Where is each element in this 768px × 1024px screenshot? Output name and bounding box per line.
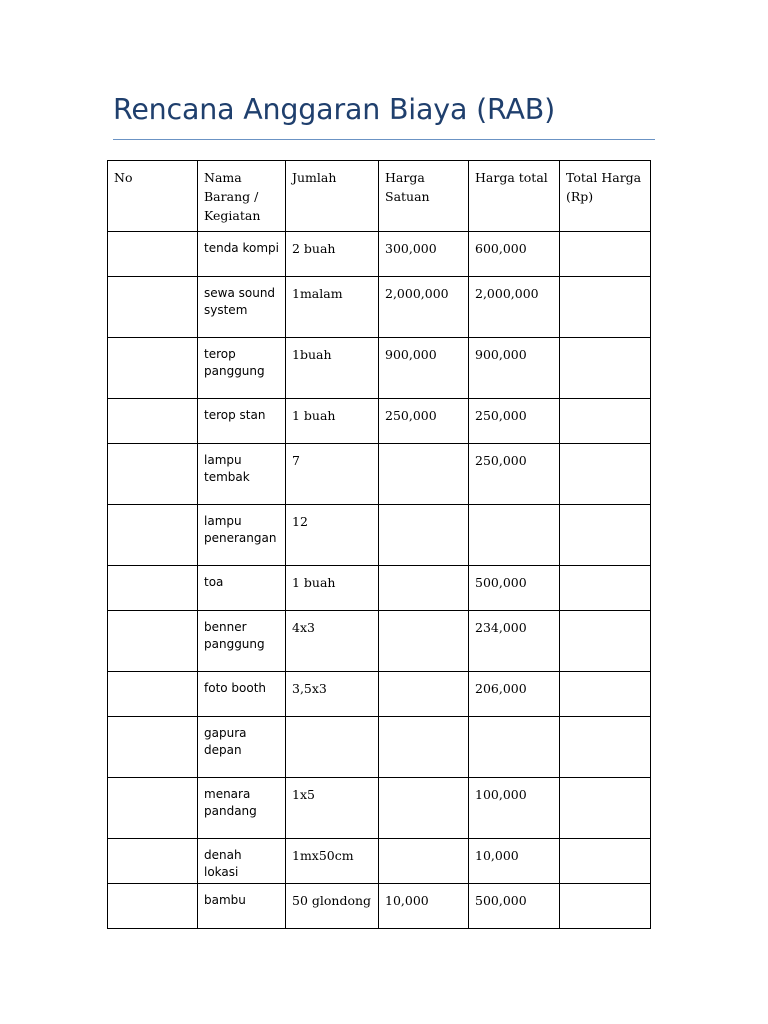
title-underline: [113, 139, 655, 140]
cell-nama-barang: sewa sound system: [198, 277, 286, 338]
header-nama-barang: Nama Barang / Kegiatan: [198, 161, 286, 232]
table-row: [108, 611, 651, 672]
cell-no: [108, 399, 198, 444]
cell-no: [108, 444, 198, 505]
cell-harga-total: [469, 505, 560, 566]
cell-no: [108, 277, 198, 338]
cell-jumlah: [286, 717, 379, 778]
cell-harga-satuan: 2,000,000: [379, 277, 469, 338]
header-total-harga: Total Harga (Rp): [560, 161, 651, 232]
cell-harga-total: 500,000: [469, 566, 560, 611]
cell-jumlah: 50 glondong: [286, 884, 379, 929]
budget-table-body: [108, 161, 651, 929]
cell-jumlah: 1 buah: [286, 566, 379, 611]
cell-harga-satuan: [379, 566, 469, 611]
cell-nama-barang: toa: [198, 566, 286, 611]
cell-no: [108, 672, 198, 717]
cell-harga-satuan: [379, 611, 469, 672]
cell-total-harga: [560, 399, 651, 444]
cell-total-harga: [560, 566, 651, 611]
header-jumlah: Jumlah: [286, 161, 379, 232]
cell-harga-satuan: [379, 505, 469, 566]
cell-no: [108, 717, 198, 778]
cell-no: [108, 611, 198, 672]
cell-harga-satuan: [379, 717, 469, 778]
cell-jumlah: 1x5: [286, 778, 379, 839]
cell-harga-satuan: [379, 672, 469, 717]
cell-harga-satuan: 250,000: [379, 399, 469, 444]
document-title: Rencana Anggaran Biaya (RAB): [113, 93, 556, 126]
cell-total-harga: [560, 444, 651, 505]
cell-harga-satuan: 10,000: [379, 884, 469, 929]
cell-nama-barang: benner panggung: [198, 611, 286, 672]
cell-harga-total: 100,000: [469, 778, 560, 839]
cell-total-harga: [560, 232, 651, 277]
cell-jumlah: 1buah: [286, 338, 379, 399]
cell-harga-satuan: 300,000: [379, 232, 469, 277]
header-harga-total: Harga total: [469, 161, 560, 232]
cell-jumlah: 12: [286, 505, 379, 566]
table-row: [108, 232, 651, 277]
cell-jumlah: 3,5x3: [286, 672, 379, 717]
cell-harga-total: 900,000: [469, 338, 560, 399]
table-row: [108, 566, 651, 611]
cell-harga-total: 234,000: [469, 611, 560, 672]
cell-jumlah: 1mx50cm: [286, 839, 379, 884]
table-row: [108, 778, 651, 839]
cell-harga-satuan: [379, 839, 469, 884]
cell-nama-barang: lampu penerangan: [198, 505, 286, 566]
cell-harga-total: 10,000: [469, 839, 560, 884]
cell-total-harga: [560, 277, 651, 338]
cell-no: [108, 839, 198, 884]
cell-harga-satuan: [379, 444, 469, 505]
cell-harga-satuan: 900,000: [379, 338, 469, 399]
table-header-row: [108, 161, 651, 232]
cell-nama-barang: terop stan: [198, 399, 286, 444]
cell-total-harga: [560, 672, 651, 717]
cell-no: [108, 505, 198, 566]
cell-jumlah: 1 buah: [286, 399, 379, 444]
table-row: [108, 884, 651, 929]
header-harga-satuan: Harga Satuan: [379, 161, 469, 232]
table-row: [108, 277, 651, 338]
cell-no: [108, 778, 198, 839]
cell-harga-total: 2,000,000: [469, 277, 560, 338]
cell-total-harga: [560, 778, 651, 839]
cell-nama-barang: menara pandang: [198, 778, 286, 839]
cell-jumlah: 2 buah: [286, 232, 379, 277]
table-row: [108, 672, 651, 717]
cell-nama-barang: gapura depan: [198, 717, 286, 778]
cell-total-harga: [560, 717, 651, 778]
cell-jumlah: 7: [286, 444, 379, 505]
cell-nama-barang: foto booth: [198, 672, 286, 717]
cell-harga-total: 206,000: [469, 672, 560, 717]
cell-no: [108, 338, 198, 399]
cell-total-harga: [560, 611, 651, 672]
cell-nama-barang: denah lokasi: [198, 839, 286, 884]
cell-harga-total: 500,000: [469, 884, 560, 929]
cell-jumlah: 4x3: [286, 611, 379, 672]
cell-harga-total: 250,000: [469, 444, 560, 505]
cell-nama-barang: bambu: [198, 884, 286, 929]
cell-harga-total: [469, 717, 560, 778]
cell-no: [108, 232, 198, 277]
cell-no: [108, 566, 198, 611]
cell-nama-barang: terop panggung: [198, 338, 286, 399]
budget-table: [107, 160, 651, 929]
table-row: [108, 399, 651, 444]
cell-total-harga: [560, 505, 651, 566]
cell-harga-total: 600,000: [469, 232, 560, 277]
header-no: No: [108, 161, 198, 232]
cell-harga-satuan: [379, 778, 469, 839]
cell-total-harga: [560, 884, 651, 929]
table-row: [108, 839, 651, 884]
table-row: [108, 505, 651, 566]
table-row: [108, 338, 651, 399]
cell-total-harga: [560, 338, 651, 399]
cell-total-harga: [560, 839, 651, 884]
cell-no: [108, 884, 198, 929]
cell-nama-barang: tenda kompi: [198, 232, 286, 277]
cell-nama-barang: lampu tembak: [198, 444, 286, 505]
table-row: [108, 444, 651, 505]
cell-jumlah: 1malam: [286, 277, 379, 338]
cell-harga-total: 250,000: [469, 399, 560, 444]
table-row: [108, 717, 651, 778]
